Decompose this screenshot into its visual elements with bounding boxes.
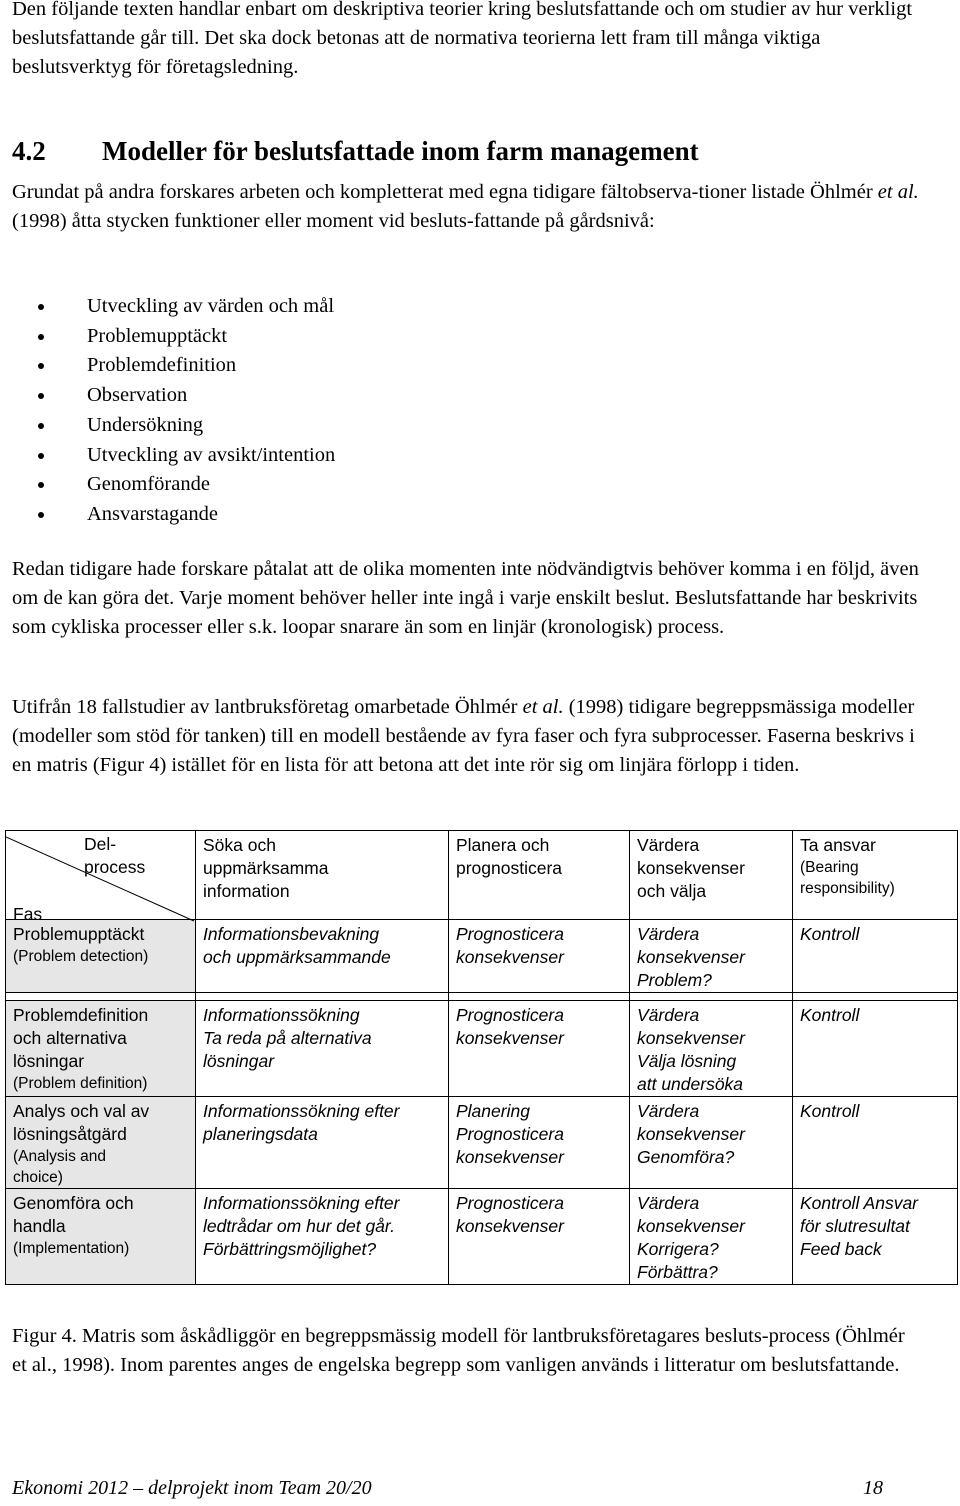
page-footer <box>12 1474 947 1503</box>
table-header <box>793 831 958 920</box>
table-cell: Värdera konsekvenser Välja lösning att undersöka <box>630 1001 793 1097</box>
section-title: Modeller för beslutsfattade inom farm management <box>102 136 699 166</box>
delprocess-label: Del- process <box>84 834 146 877</box>
phase-name: Problemupptäckt <box>13 924 145 944</box>
header-text: Planera och prognosticera <box>456 835 563 878</box>
table-cell: Kontroll Ansvar för slutresultat Feed back <box>793 1189 958 1285</box>
paragraph-model <box>12 693 924 780</box>
figure-caption: Figur 4. Matris som åskådliggör en begreppsmässig modell för lantbruksföretagares besluts-process (Öhlmér et al., 1998). Inom parentes anges de engelska begrepp som vanligen används i litteratur om beslutsfattande. <box>12 1325 905 1376</box>
table-cell: Prognosticera konsekvenser <box>449 1189 630 1285</box>
header-text: Söka och uppmärksamma information <box>203 835 329 901</box>
list-item: Utveckling av avsikt/intention <box>35 441 335 471</box>
para3-etal: et al. <box>522 696 564 718</box>
function-list <box>35 292 335 530</box>
phase-cell <box>6 920 196 993</box>
paragraph-cyclic: Redan tidigare hade forskare påtalat att de olika momenten inte nödvändigtvis behöver komma i en följd, även om de kan göra det. Varje moment behöver heller inte ingå i varje enskilt beslut. Beslutsfattande har beskrivits som cykliska processer eller s.k. loopar snarare än som en linjär (kronologisk) process. <box>12 558 919 638</box>
footer-text: Ekonomi 2012 – delprojekt inom Team 20/20 <box>12 1477 372 1499</box>
header-text: Ta ansvar <box>800 835 876 855</box>
table-row <box>6 1189 958 1285</box>
list-item: Observation <box>35 381 335 411</box>
phase-name-en: (Analysis and choice) <box>13 1148 107 1186</box>
section-heading <box>12 134 932 168</box>
table-cell: Informationssökning efter ledtrådar om hur det går. Förbättringsmöjlighet? <box>196 1189 449 1285</box>
table-cell: Kontroll <box>793 1001 958 1097</box>
table-row <box>6 1097 958 1189</box>
phase-name-en: (Problem detection) <box>13 948 149 965</box>
table-header <box>196 831 449 920</box>
paragraph-functions <box>12 178 924 236</box>
phase-matrix-table <box>5 830 958 1285</box>
gap-cell <box>6 993 196 1001</box>
table-cell: Informationssökning efter planeringsdata <box>196 1097 449 1189</box>
list-item: Utveckling av värden och mål <box>35 292 335 322</box>
gap-cell <box>630 993 793 1001</box>
table-gap-row <box>6 993 958 1001</box>
list-item: Problemdefinition <box>35 351 335 381</box>
para3-text-a: Utifrån 18 fallstudier av lantbruksföretag omarbetade Öhlmér <box>12 696 523 718</box>
table-cell: Informationssökning Ta reda på alternativa lösningar <box>196 1001 449 1097</box>
table-cell: Prognosticera konsekvenser <box>449 920 630 993</box>
phase-name: Problemdefinition och alternativa lösningar <box>13 1005 149 1071</box>
phase-cell <box>6 1097 196 1189</box>
table-cell: Värdera konsekvenser Genomföra? <box>630 1097 793 1189</box>
phase-cell <box>6 1001 196 1097</box>
table-cell: Värdera konsekvenser Problem? <box>630 920 793 993</box>
list-item: Problemupptäckt <box>35 322 335 352</box>
table-header <box>630 831 793 920</box>
phase-cell <box>6 1189 196 1285</box>
table-cell: Kontroll <box>793 1097 958 1189</box>
section-number: 4.2 <box>12 136 46 166</box>
table-row <box>6 920 958 993</box>
para3-text-b: (1998) tidigare begreppsmässiga modeller (modeller som stöd för tanken) till en modell bestående av fyra faser och fyra subprocesser. Faserna beskrivs i en matris (Figur 4) istället för en lista för att betona att det inte rör sig om linjära förlopp i tiden. <box>12 696 915 776</box>
phase-name-en: (Implementation) <box>13 1240 130 1257</box>
table-header <box>449 831 630 920</box>
table-row <box>6 1001 958 1097</box>
table-cell: Informationsbevakning och uppmärksammande <box>196 920 449 993</box>
table-cell: Planering Prognosticera konsekvenser <box>449 1097 630 1189</box>
gap-cell <box>449 993 630 1001</box>
para1-text-a: Grundat på andra forskares arbeten och kompletterat med egna tidigare fältobserva-tioner listade Öhlmér <box>12 181 878 203</box>
table-cell: Kontroll <box>793 920 958 993</box>
page-number: 18 <box>863 1477 883 1499</box>
table-header-row <box>6 831 958 920</box>
para1-text-b: (1998) åtta stycken funktioner eller moment vid besluts-fattande på gårdsnivå: <box>12 210 655 232</box>
list-item: Genomförande <box>35 470 335 500</box>
header-text: Värdera konsekvenser och välja <box>637 835 745 901</box>
phase-name-en: (Problem definition) <box>13 1075 148 1092</box>
phase-name: Genomföra och handla <box>13 1193 134 1236</box>
table-cell: Prognosticera konsekvenser <box>449 1001 630 1097</box>
header-subtext: (Bearing responsibility) <box>800 859 895 897</box>
table-corner-cell <box>6 831 196 924</box>
list-item: Undersökning <box>35 411 335 441</box>
gap-cell <box>793 993 958 1001</box>
list-item: Ansvarstagande <box>35 500 335 530</box>
gap-cell <box>196 993 449 1001</box>
table-cell: Värdera konsekvenser Korrigera? Förbättra? <box>630 1189 793 1285</box>
fas-label: Fas <box>13 904 43 924</box>
phase-name: Analys och val av lösningsåtgärd <box>13 1101 150 1144</box>
para1-etal: et al. <box>877 181 919 203</box>
intro-paragraph: Den följande texten handlar enbart om deskriptiva teorier kring beslutsfattande och om studier av hur verkligt beslutsfattande går till. Det ska dock betonas att de normativa teorierna lett fram till många viktiga beslutsverktyg för företagsledning. <box>12 0 913 78</box>
